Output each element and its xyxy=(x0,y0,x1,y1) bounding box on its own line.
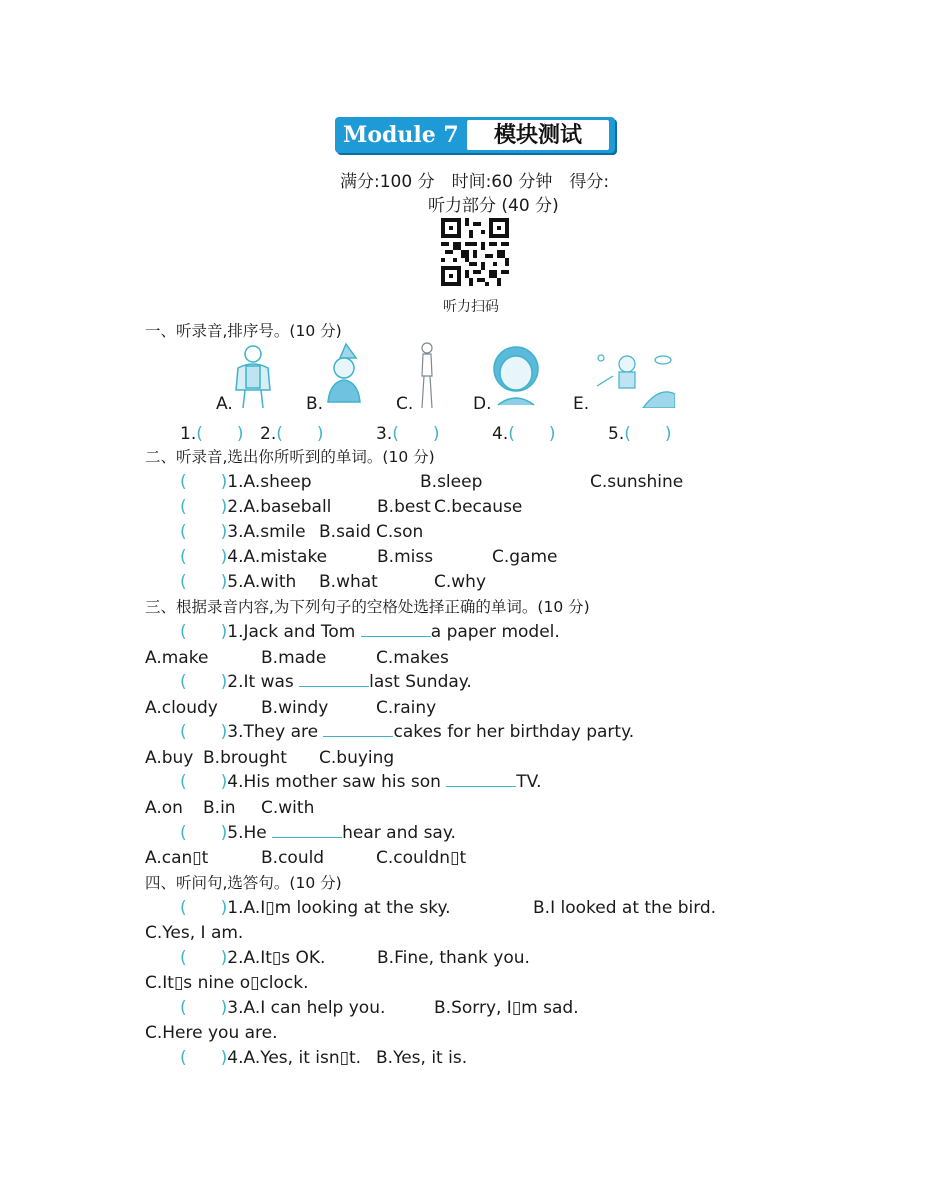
s3-option-4b: B.in xyxy=(203,798,236,818)
birthday-girl-picture xyxy=(322,342,364,408)
banner-title: 模块测试 xyxy=(467,120,609,150)
s2-item-2-b: B.best xyxy=(377,497,431,517)
s2-item-4: ( )4.A.mistake xyxy=(180,547,328,567)
s2-item-3-c: C.son xyxy=(376,522,424,542)
s2-item-2-c: C.because xyxy=(434,497,523,517)
s4-item-3: ( )3.A.I can help you. xyxy=(180,998,386,1018)
module-banner xyxy=(335,117,615,153)
answer-blank[interactable]: ( ) xyxy=(180,1048,228,1068)
fill-blank[interactable] xyxy=(361,622,431,637)
fill-blank[interactable] xyxy=(299,672,369,687)
answer-blank[interactable]: ( ) xyxy=(180,772,228,792)
s2-item-1-b: B.sleep xyxy=(420,472,483,492)
space-picture xyxy=(593,346,675,408)
s3-option-3a: A.buy xyxy=(145,748,194,768)
s4-item-3-c: C.Here you are. xyxy=(145,1023,278,1043)
answer-blank[interactable]: ( ) xyxy=(180,472,228,492)
s3-question-5: ( )5.He hear and say. xyxy=(180,823,456,843)
qr-caption: 听力扫码 xyxy=(443,299,499,315)
answer-blank[interactable]: ( ) xyxy=(180,672,228,692)
qr-code[interactable] xyxy=(441,218,509,286)
s3-option-1c: C.makes xyxy=(376,648,449,668)
fill-blank[interactable] xyxy=(272,823,342,838)
woman-picture xyxy=(414,340,440,410)
s2-item-1-c: C.sunshine xyxy=(590,472,684,492)
s4-item-2: ( )2.A.It▯s OK. xyxy=(180,948,326,968)
s3-option-5c: C.couldn▯t xyxy=(376,848,467,868)
s4-item-4: ( )4.A.Yes, it isn▯t. xyxy=(180,1048,362,1068)
s4-item-2-b: B.Fine, thank you. xyxy=(377,948,530,968)
s2-item-3: ( )3.A.smile xyxy=(180,522,306,542)
answer-slot-3[interactable]: 3.( ) xyxy=(376,424,440,444)
s3-option-4a: A.on xyxy=(145,798,183,818)
s3-question-2: ( )2.It was last Sunday. xyxy=(180,672,472,692)
s4-item-1-b: B.I looked at the bird. xyxy=(533,898,717,918)
section-2-heading: 二、听录音,选出你所听到的单词。(10 分) xyxy=(145,448,435,466)
answer-blank[interactable]: ( ) xyxy=(180,522,228,542)
s2-item-5: ( )5.A.with xyxy=(180,572,297,592)
s2-item-2: ( )2.A.baseball xyxy=(180,497,332,517)
man-picture xyxy=(228,344,278,410)
s3-question-1: ( )1.Jack and Tom a paper model. xyxy=(180,622,560,642)
s4-item-3-b: B.Sorry, I▯m sad. xyxy=(434,998,579,1018)
answer-blank[interactable]: ( ) xyxy=(180,948,228,968)
answer-blank[interactable]: ( ) xyxy=(180,572,228,592)
s4-item-1: ( )1.A.I▯m looking at the sky. xyxy=(180,898,451,918)
test-meta: 满分:100 分 时间:60 分钟 得分: xyxy=(340,172,610,192)
answer-blank[interactable]: ( ) xyxy=(180,497,228,517)
section-1-heading: 一、听录音,排序号。(10 分) xyxy=(145,322,342,340)
s3-option-1b: B.made xyxy=(261,648,327,668)
s3-option-3c: C.buying xyxy=(319,748,395,768)
section-3-heading: 三、根据录音内容,为下列句子的空格处选择正确的单词。(10 分) xyxy=(145,598,590,616)
s3-option-2b: B.windy xyxy=(261,698,329,718)
module-label: Module 7 xyxy=(343,122,459,148)
answer-blank[interactable]: ( ) xyxy=(180,823,228,843)
s3-question-3: ( )3.They are cakes for her birthday party. xyxy=(180,722,635,742)
answer-slot-2[interactable]: 2.( ) xyxy=(260,424,324,444)
answer-blank[interactable]: ( ) xyxy=(180,998,228,1018)
pic-label-e: E. xyxy=(573,394,590,414)
s3-option-3b: B.brought xyxy=(203,748,287,768)
s4-item-4-b: B.Yes, it is. xyxy=(376,1048,468,1068)
answer-slot-5[interactable]: 5.( ) xyxy=(608,424,672,444)
pic-label-b: B. xyxy=(306,394,324,414)
listening-heading: 听力部分 (40 分) xyxy=(428,196,559,216)
s3-option-2c: C.rainy xyxy=(376,698,437,718)
s3-option-4c: C.with xyxy=(261,798,315,818)
pic-label-a: A. xyxy=(216,394,233,414)
s2-item-4-b: B.miss xyxy=(377,547,434,567)
s3-question-4: ( )4.His mother saw his son TV. xyxy=(180,772,542,792)
s4-item-1-c: C.Yes, I am. xyxy=(145,923,244,943)
s3-option-5a: A.can▯t xyxy=(145,848,209,868)
pic-label-d: D. xyxy=(473,394,492,414)
section-4-heading: 四、听问句,选答句。(10 分) xyxy=(145,874,342,892)
s4-item-2-c: C.It▯s nine o▯clock. xyxy=(145,973,309,993)
s2-item-4-c: C.game xyxy=(492,547,558,567)
answer-blank[interactable]: ( ) xyxy=(180,547,228,567)
s2-item-5-b: B.what xyxy=(319,572,378,592)
answer-slot-1[interactable]: 1.( ) xyxy=(180,424,244,444)
s2-item-1: ( )1.A.sheep xyxy=(180,472,312,492)
answer-blank[interactable]: ( ) xyxy=(180,722,228,742)
fill-blank[interactable] xyxy=(446,772,516,787)
answer-slot-4[interactable]: 4.( ) xyxy=(492,424,556,444)
answer-blank[interactable]: ( ) xyxy=(180,622,228,642)
fill-blank[interactable] xyxy=(323,722,393,737)
s3-option-2a: A.cloudy xyxy=(145,698,218,718)
s2-item-5-c: C.why xyxy=(434,572,487,592)
answer-blank[interactable]: ( ) xyxy=(180,898,228,918)
s3-option-1a: A.make xyxy=(145,648,209,668)
s2-item-3-b: B.said xyxy=(319,522,371,542)
pic-label-c: C. xyxy=(396,394,414,414)
crying-face-picture xyxy=(490,343,542,409)
s3-option-5b: B.could xyxy=(261,848,325,868)
